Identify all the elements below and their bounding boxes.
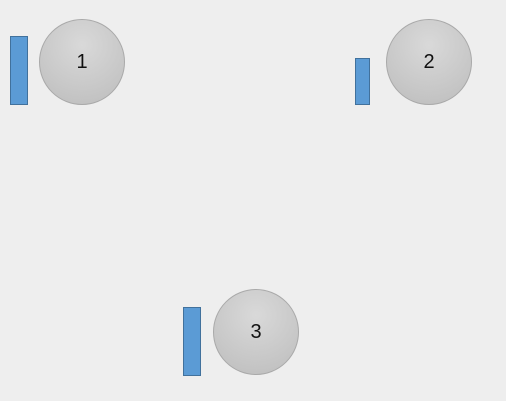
node-1-label: 1 — [76, 51, 88, 73]
node-2-circle — [386, 19, 472, 105]
node-3-bar — [183, 307, 201, 376]
node-2-label: 2 — [423, 51, 435, 73]
node-2-bar — [355, 58, 370, 105]
node-3-circle — [213, 289, 299, 375]
node-3-label: 3 — [250, 321, 262, 343]
node-1-circle — [39, 19, 125, 105]
node-1-bar — [10, 36, 28, 105]
